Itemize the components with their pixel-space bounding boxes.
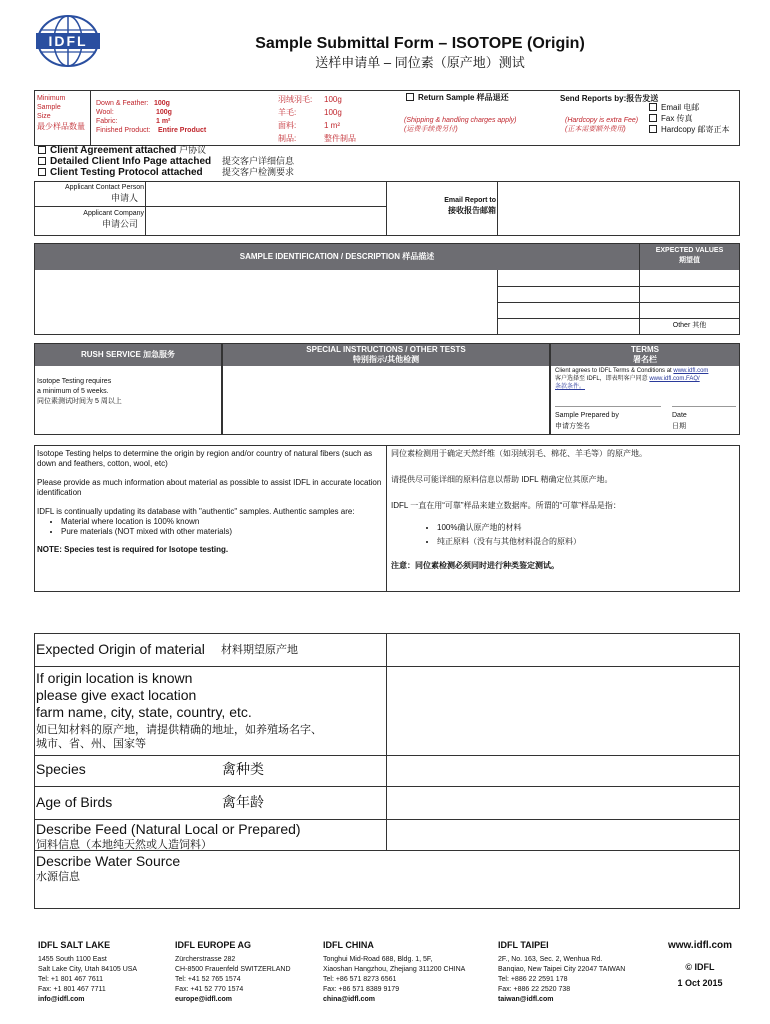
attachment-testing-protocol[interactable]: Client Testing Protocol attached — [38, 167, 238, 178]
info-english: Isotope Testing helps to determine the origin by region and/or country of natural fibers (such as down and feathers, cotton, wool, etc) Please provide as much information about material as possible to assist IDFL in accurate location identification IDFL is continually updating its database with "authentic" samples. Authentic samples are: • Material where location is 100% known • Pure materials (NOT mixed with other materials) NOTE: Species test is required for Isotope testing. — [37, 449, 382, 555]
office-europe: IDFL EUROPE AG Zürcherstrasse 282 CH-8500 Frauenfeld SWITZERLAND Tel: +41 52 765 1574 Fax: +41 52 770 1574 europe@idfl.com — [175, 940, 291, 1003]
attachments-zh: 提交客户详细信息 提交客户检测要求 — [222, 156, 295, 177]
footer-copyright: © IDFL — [685, 962, 715, 972]
company-field[interactable] — [146, 207, 385, 235]
contact-person-label: Applicant Contact Person 申请人 — [65, 184, 144, 203]
client-info-checkbox[interactable] — [38, 157, 46, 165]
office-china: IDFL CHINA Tonghui Mid-Road 688, Bldg. 1, 5F, Xiaoshan Hangzhou, Zhejiang 311200 CHINA Tel: +86 571 8273 6561 Fax: +86 571 8389 9179 china@idfl.com — [323, 940, 466, 1003]
info-chinese: 同位素检测用于确定天然纤维（如羽绒羽毛、棉花、羊毛等）的原产地。 请提供尽可能详细的原料信息以帮助 IDFL 精确定位其原产地。 IDFL 一直在用“可靠”样品来建立数据库。所谓的“可靠”样品是指： • 100%确认原产地的材料 • 纯正原料（没有与其他材料混合的原料） 注意：同位素检测必须同时进行种类鉴定测试。 — [391, 449, 736, 571]
email-report-field[interactable] — [498, 182, 739, 235]
water-label: Describe Water Source 水源信息 — [36, 853, 181, 883]
minimum-label: Minimum Sample Size 最少样品数量 — [37, 95, 85, 131]
testing-protocol-checkbox[interactable] — [38, 168, 46, 176]
report-option-fax[interactable]: Fax 传真 — [649, 114, 744, 125]
send-reports-label: Send Reports by:报告发送 — [560, 94, 659, 103]
sample-description-field[interactable] — [36, 271, 496, 334]
office-taipei: IDFL TAIPEI 2F., No. 163, Sec. 2, Wenhua Rd. Banqiao, New Taipei City 22047 TAIWAN Tel: +886 22 2591 178 Fax: +886 22 2520 738 taiwan@idfl.com — [498, 940, 626, 1003]
terms-text: Client agrees to IDFL Terms & Conditions at www.idfl.com 客户选择至 IDFL，即表明客户同意 www.idfl.com.FAQ/ 条款条件。 — [555, 368, 709, 390]
footer-website[interactable]: www.idfl.com — [667, 940, 733, 951]
other-label: Other 其他 — [672, 322, 707, 329]
send-reports-note: (Hardcopy is extra Fee) (正本需要额外费用) — [565, 117, 639, 133]
species-label: Species 禽种类 — [36, 761, 264, 777]
report-option-hardcopy[interactable]: Hardcopy 邮寄正本 — [649, 125, 744, 136]
expected-values-header: EXPECTED VALUES 期望值 — [640, 244, 739, 270]
terms-header: TERMS 署名栏 — [551, 344, 739, 366]
logo-text: IDFL — [48, 33, 88, 49]
known-origin-label: If origin location is known please give exact location farm name, city, state, country, etc. 如已知材料的原产地，请提供精确的地址，如养殖场名字、 城市、省、州、国家等 — [36, 670, 322, 750]
page-title: Sample Submittal Form – ISOTOPE (Origin) — [255, 35, 585, 52]
rush-text: Isotope Testing requires a minimum of 5 weeks. 同位素测试时间为 5 周以上 — [37, 378, 122, 405]
feed-water-field[interactable] — [387, 820, 739, 908]
feed-label: Describe Feed (Natural Local or Prepared) 饲料信息（本地纯天然或人造饲料） — [36, 821, 301, 851]
email-report-label: Email Report to 接收报告邮箱 — [444, 197, 496, 215]
special-header: SPECIAL INSTRUCTIONS / OTHER TESTS 特别指示/其他检测 — [223, 344, 549, 366]
expected-origin-field[interactable] — [387, 634, 739, 665]
return-sample-checkbox[interactable] — [406, 93, 414, 101]
species-field[interactable] — [387, 756, 739, 785]
page-subtitle: 送样申请单 – 同位素（原产地）测试 — [315, 55, 525, 70]
age-label: Age of Birds 禽年龄 — [36, 794, 264, 810]
report-option-email[interactable]: Email 电邮 — [649, 103, 744, 114]
hardcopy-checkbox[interactable] — [649, 125, 657, 133]
contact-person-field[interactable] — [146, 182, 385, 205]
attachments — [38, 145, 238, 178]
expected-origin-label: Expected Origin of material 材料期望原产地 — [36, 641, 298, 657]
sample-table-header: SAMPLE IDENTIFICATION / DESCRIPTION 样品描述 — [35, 244, 639, 270]
company-label: Applicant Company 申请公司 — [83, 210, 144, 229]
client-agreement-checkbox[interactable] — [38, 146, 46, 154]
known-origin-field[interactable] — [387, 667, 739, 754]
email-checkbox[interactable] — [649, 103, 657, 111]
office-salt-lake: IDFL SALT LAKE 1455 South 1100 East Salt Lake City, Utah 84105 USA Tel: +1 801 467 7611 Fax: +1 801 467 7711 info@idfl.com — [38, 940, 138, 1003]
attachment-client-agreement[interactable]: Client Agreement attached 户协议 — [38, 145, 238, 156]
terms-link-faq[interactable]: www.idfl.com.FAQ/ — [649, 376, 700, 382]
terms-link[interactable]: www.idfl.com — [673, 368, 709, 374]
rush-header: RUSH SERVICE 加急服务 — [35, 344, 221, 366]
footer-date: 1 Oct 2015 — [677, 978, 723, 988]
minimum-items: Down & Feather: 100g Wool: 100g Fabric: 1 m² Finished Product: Entire Product — [96, 100, 207, 134]
attachment-client-info[interactable]: Detailed Client Info Page attached — [38, 156, 238, 167]
return-sample[interactable]: Return Sample 样品退还 — [406, 93, 556, 103]
return-sample-note: (Shipping & handling charges apply) (运费手续费另付) — [404, 117, 517, 133]
idfl-logo — [36, 14, 100, 68]
send-reports-options — [649, 103, 744, 136]
age-field[interactable] — [387, 787, 739, 818]
special-instructions-field[interactable] — [223, 367, 549, 434]
minimum-items-zh: 羽绒羽毛: 100g 羊毛: 100g 面料: 1 m² 制品: 整件制品 — [278, 95, 356, 143]
fax-checkbox[interactable] — [649, 114, 657, 122]
date-field[interactable]: Date 日期 — [672, 412, 687, 430]
prepared-by[interactable]: Sample Prepared by 申请方签名 — [555, 412, 619, 430]
